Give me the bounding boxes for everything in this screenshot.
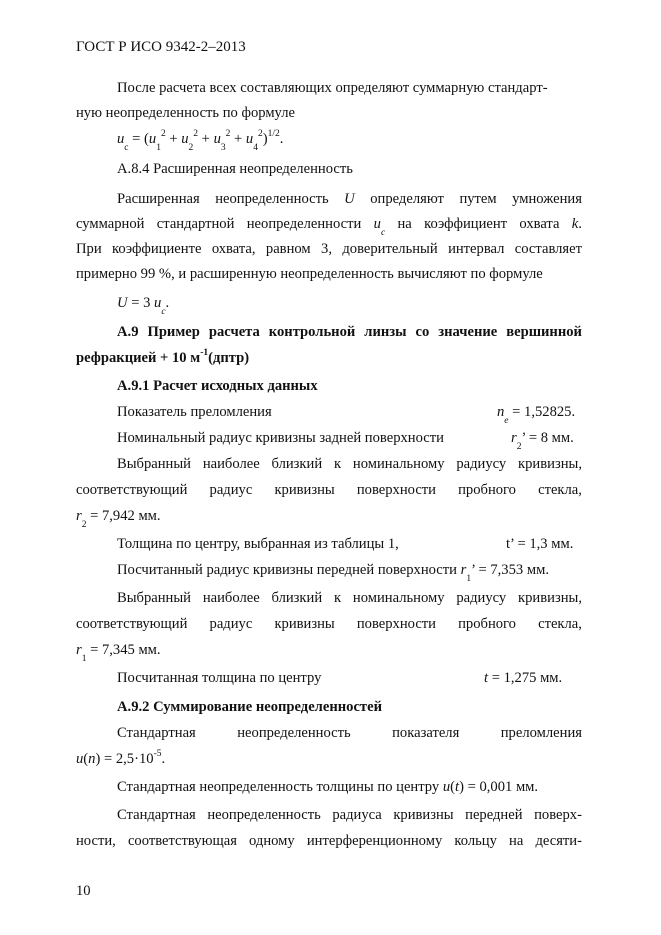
text-fragment: интервал — [448, 241, 505, 257]
text-fragment: c — [124, 142, 129, 153]
text-fragment: пробного — [458, 482, 516, 498]
text-fragment: u — [245, 131, 254, 147]
text-fragment: кривизны — [274, 616, 335, 632]
text-fragment: ’ = 8 мм. — [521, 430, 574, 446]
text-fragment: Показатель преломления — [117, 404, 272, 420]
text-fragment: u — [442, 779, 451, 795]
text-fragment: значение — [438, 324, 498, 340]
text-fragment: t — [484, 670, 489, 686]
text-fragment: k — [571, 216, 579, 232]
text-fragment: Номинальный радиус кривизны задней поверхности — [117, 430, 444, 446]
text-fragment: 4 — [253, 142, 258, 153]
text-fragment: примерно 99 %, и расширенную неопределенность вычисляют по формуле — [76, 266, 543, 282]
text-fragment: радиуса — [332, 807, 382, 823]
text-fragment: u — [154, 295, 162, 311]
paragraph-line — [76, 831, 582, 851]
text-fragment: путем — [459, 191, 497, 207]
text-fragment: Выбранный — [117, 456, 191, 472]
text-fragment: к — [333, 590, 342, 606]
text-fragment: определяют — [370, 191, 444, 207]
text-fragment: ) — [262, 131, 268, 147]
text-fragment: При — [76, 241, 102, 257]
paragraph-line — [76, 640, 161, 664]
text-fragment: 2 — [225, 129, 231, 140]
text-fragment: охвата — [519, 216, 560, 232]
text-fragment: доверительный — [342, 241, 438, 257]
text-fragment: радиус — [209, 616, 253, 632]
text-fragment: u — [117, 131, 125, 147]
paragraph-line: Стандартная неопределенность толщины по центру u(t) = 0,001 мм. — [117, 779, 539, 795]
text-fragment: номинальному — [352, 590, 445, 606]
text-fragment: коэффициенте — [112, 241, 202, 257]
text-fragment: преломления — [500, 725, 582, 741]
text-fragment: со — [415, 324, 430, 340]
text-fragment: -5 — [153, 749, 162, 760]
text-fragment: + — [198, 131, 214, 147]
text-fragment: радиусу — [456, 590, 507, 606]
paragraph-line — [117, 189, 582, 209]
text-fragment: c — [161, 306, 166, 317]
text-fragment: вершинной — [506, 324, 582, 340]
text-fragment: u — [373, 216, 381, 232]
text-fragment: на — [509, 833, 524, 849]
text-fragment: А.9.1 Расчет исходных данных — [117, 378, 318, 394]
data-row-refraction — [117, 402, 582, 426]
text-fragment: 1 — [156, 142, 161, 153]
text-fragment: коэффициент — [424, 216, 508, 232]
text-fragment: Стандартная неопределенность толщины по центру — [117, 779, 443, 795]
text-fragment: 2 — [160, 129, 166, 140]
text-fragment: передней — [465, 807, 523, 823]
section-heading — [117, 322, 582, 342]
text-fragment: показателя — [392, 725, 460, 741]
data-row-radius — [117, 428, 582, 452]
paragraph-line — [117, 805, 582, 825]
text-fragment: Посчитанная толщина по центру — [117, 670, 322, 686]
text-fragment: = 7,345 мм. — [86, 642, 161, 658]
text-fragment: близкий — [271, 590, 323, 606]
document-header — [76, 37, 246, 57]
text-fragment: 2 — [188, 142, 194, 153]
text-fragment: охвата, — [211, 241, 256, 257]
text-fragment: стандартной — [156, 216, 235, 232]
text-fragment: r — [76, 642, 82, 658]
text-fragment: неопределенность — [207, 807, 321, 823]
text-fragment: поверх- — [534, 807, 582, 823]
text-fragment: умножения — [512, 191, 582, 207]
text-fragment: 1 — [466, 573, 472, 584]
paragraph-line — [76, 264, 543, 284]
text-fragment: ) = 0,001 мм. — [459, 779, 539, 795]
text-fragment: ) = 2,5·10 — [95, 751, 154, 767]
text-fragment: Пример — [147, 324, 200, 340]
section-heading — [117, 376, 318, 396]
paragraph-line — [76, 239, 582, 259]
text-fragment: соответствующий — [76, 616, 188, 632]
text-fragment: Выбранный — [117, 590, 191, 606]
text-fragment: 10 — [76, 883, 91, 899]
text-fragment: к — [333, 456, 342, 472]
text-fragment: радиус — [209, 482, 253, 498]
text-fragment: r — [76, 508, 82, 524]
text-fragment: Стандартная — [117, 807, 196, 823]
text-fragment: 2 — [193, 129, 199, 140]
text-fragment: e — [504, 415, 509, 426]
text-fragment: кривизны, — [518, 456, 582, 472]
text-fragment: n — [88, 751, 96, 767]
text-fragment: 1/2 — [267, 129, 280, 140]
text-fragment: (дптр) — [208, 350, 250, 366]
text-fragment: номинальному — [352, 456, 445, 472]
text-fragment: неопределенности — [246, 216, 362, 232]
data-row-front-radius — [117, 560, 549, 584]
formula-uc — [117, 129, 284, 153]
paragraph-line — [76, 506, 161, 530]
paragraph-line — [76, 103, 295, 123]
text-fragment: t — [455, 779, 460, 795]
text-fragment: соответствующий — [76, 482, 188, 498]
text-fragment: линзы — [364, 324, 407, 340]
text-fragment: Стандартная — [117, 725, 196, 741]
text-fragment: одному — [249, 833, 295, 849]
paragraph-line — [117, 588, 582, 608]
text-fragment: U — [117, 295, 128, 311]
text-fragment: поверхности — [356, 616, 436, 632]
text-fragment: 2 — [516, 441, 522, 452]
paragraph-line — [117, 78, 582, 98]
text-fragment: наиболее — [202, 456, 260, 472]
text-fragment: = ( — [128, 131, 149, 147]
text-fragment: соответствующая — [127, 833, 237, 849]
text-fragment: + — [165, 131, 182, 147]
text-fragment: неопределенность — [215, 191, 329, 207]
paragraph-line — [117, 454, 582, 474]
text-fragment: = 3 — [127, 295, 155, 311]
text-fragment: близкий — [271, 456, 323, 472]
text-fragment: t’ = 1,3 мм. — [506, 536, 574, 552]
text-fragment: поверхности — [356, 482, 436, 498]
text-fragment: 1 — [81, 653, 87, 664]
section-title: А.8.4 Расширенная неопределенность — [117, 161, 353, 177]
text-fragment: контрольной — [268, 324, 356, 340]
section-heading — [76, 348, 249, 368]
section-heading — [117, 159, 353, 179]
text-fragment: стекла, — [538, 616, 582, 632]
text-line: После расчета всех составляющих определяют суммарную стандарт- — [117, 80, 548, 96]
text-fragment: r — [460, 562, 467, 578]
paragraph-line — [76, 480, 582, 500]
data-row-calc-thickness — [117, 668, 582, 688]
text-fragment: + — [230, 131, 246, 147]
text-fragment: составляет — [514, 241, 582, 257]
text-fragment: стекла, — [538, 482, 582, 498]
text-fragment: десяти- — [535, 833, 582, 849]
text-fragment: = 1,275 мм. — [488, 670, 563, 686]
text-fragment: рефракцией + 10 м — [76, 350, 201, 366]
text-fragment: радиусу — [456, 456, 507, 472]
text-fragment: 2 — [257, 129, 263, 140]
text-fragment: Расширенная — [117, 191, 200, 207]
text-fragment: 2 — [81, 519, 87, 530]
text-fragment: 3, — [321, 241, 332, 257]
text-fragment: ’ = 7,353 мм. — [471, 562, 549, 578]
text-fragment: u — [213, 131, 221, 147]
text-fragment: U — [344, 191, 355, 207]
text-fragment: n — [497, 404, 505, 420]
text-fragment: расчета — [208, 324, 260, 340]
text-fragment: неопределенность — [237, 725, 351, 741]
text-fragment: на — [397, 216, 412, 232]
paragraph-line — [76, 614, 582, 634]
text-fragment: c — [380, 227, 386, 238]
text-fragment: . — [578, 216, 582, 232]
text-fragment: кривизны, — [518, 590, 582, 606]
text-fragment: А.9.2 Суммирование неопределенностей — [117, 699, 382, 715]
text-fragment: = 1,52825. — [508, 404, 576, 420]
text-fragment: суммарной — [76, 216, 145, 232]
text-fragment: -1 — [200, 348, 209, 359]
text-fragment: Толщина по центру, выбранная из таблицы 1, — [117, 536, 399, 552]
text-fragment: Посчитанный радиус кривизны передней поверхности — [117, 562, 461, 578]
text-fragment: . — [161, 751, 166, 767]
text-fragment: кривизны — [393, 807, 454, 823]
formula-U — [117, 293, 170, 317]
text-fragment: . — [165, 295, 170, 311]
text-fragment: интерференционному — [306, 833, 443, 849]
header-title: ГОСТ Р ИСО 9342-2–2013 — [76, 39, 246, 55]
text-fragment: А.9 — [117, 324, 139, 340]
text-fragment: кольцу — [454, 833, 497, 849]
text-fragment: ности, — [76, 833, 116, 849]
text-fragment: 3 — [220, 142, 226, 153]
text-fragment: наиболее — [202, 590, 260, 606]
text-line: ную неопределенность по формуле — [76, 105, 295, 121]
text-fragment: u — [76, 751, 84, 767]
text-fragment: пробного — [458, 616, 516, 632]
text-fragment: r — [511, 430, 517, 446]
paragraph-line — [76, 214, 582, 238]
paragraph-line: $u(n) = 2,5\cdot 10^{-5}$. — [76, 749, 166, 767]
page-number — [76, 881, 91, 901]
text-fragment: . — [279, 131, 284, 147]
text-fragment: равном — [265, 241, 311, 257]
text-fragment: u — [148, 131, 157, 147]
data-row-thickness — [117, 534, 582, 554]
text-fragment: = 7,942 мм. — [86, 508, 161, 524]
text-fragment: кривизны — [274, 482, 335, 498]
paragraph-line — [117, 723, 582, 743]
text-fragment: u — [181, 131, 189, 147]
section-heading — [117, 697, 382, 717]
